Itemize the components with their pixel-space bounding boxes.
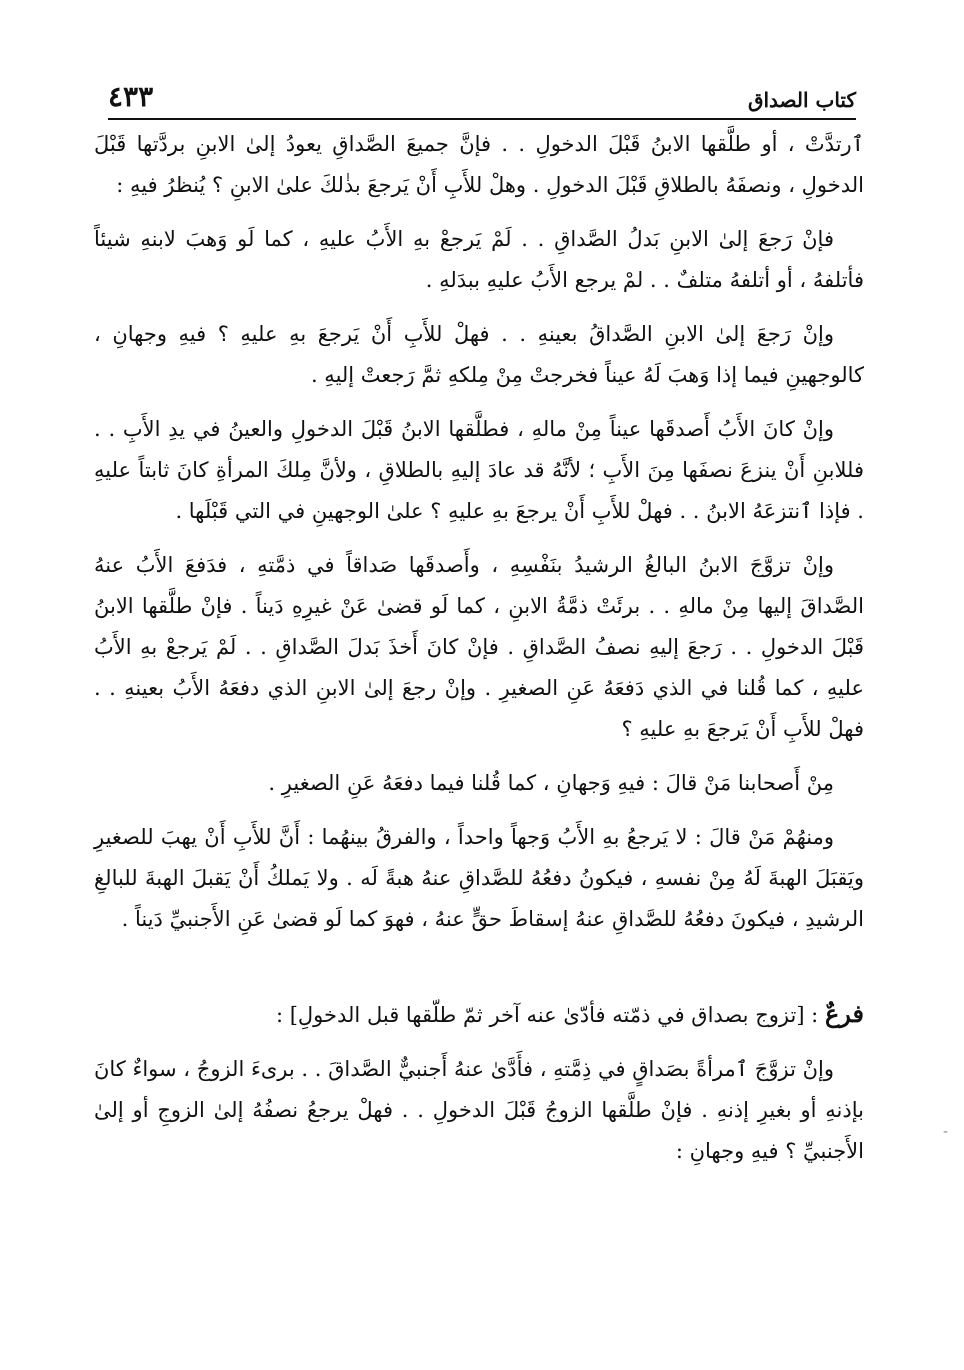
paragraph: وإنْ كانَ الأَبُ أَصدقَها عيناً مِنْ مالهِ ، فطلَّقها الابنُ قَبْلَ الدخولِ والعينُ في يدِ الأَبِ . . فللابنِ أَنْ ينزعَ نصفَها مِنَ الأَبِ ؛ لأنَّهُ قد عادَ إليهِ بالطلاقِ ، ولأنَّ مِلكَ المرأةِ كانَ ثابتاً عليهِ . فإذا ٱنتزعَهُ الابنُ . . فهلْ للأَبِ أَنْ يرجعَ بهِ عليهِ ؟ علىٰ الوجهينِ في التي قَبْلَها . bbox=[94, 417, 864, 523]
main-text bbox=[94, 124, 864, 1185]
paragraph: ومنهُمْ مَنْ قالَ : لا يَرجعُ بهِ الأَبُ وَجهاً واحداً ، والفرقُ بينهُما : أَنَّ للأَبِ أَنْ يهبَ للصغيرِ ويَقبَلَ الهبةَ لَهُ مِنْ نفسهِ ، فيكونُ دفعُهُ للصَّداقِ عنهُ هبةً لَه . ولا يَملكُ أَنْ يَقبلَ الهبةَ للبالغِ الرشيدِ ، فيكونَ دفعُهُ للصَّداقِ عنهُ إسقاطَ حقٍّ عنهُ ، فهوَ كما لَو قضىٰ عَنِ الأَجنبيِّ دَيناً . bbox=[94, 825, 864, 931]
section-gap bbox=[94, 953, 864, 993]
header-rule bbox=[108, 118, 856, 120]
branch-heading bbox=[94, 993, 864, 1036]
paragraph: مِنْ أَصحابنا مَنْ قالَ : فيهِ وَجهانِ ، كما قُلنا فيما دفعَهُ عَنِ الصغيرِ . bbox=[268, 771, 834, 795]
paragraph: ٱرتدَّتْ ، أو طلَّقها الابنُ قَبْلَ الدخولِ . . فإنَّ جميعَ الصَّداقِ يعودُ إلىٰ الابنِ بردَّتها قَبْلَ الدخولِ ، ونصفَهُ بالطلاقِ قَبْلَ الدخولِ . وهلْ للأَبِ أَنْ يَرجعَ بذٰلكَ علىٰ الابنِ ؟ يُنظرُ فيهِ : bbox=[94, 132, 864, 197]
paragraph: فإنْ رَجعَ إلىٰ الابنِ بَدلُ الصَّداقِ . . لَمْ يَرجعْ بهِ الأَبُ عليهِ ، كما لَو وَهبَ لابنهِ شيئاً فأتلفهُ ، أو أتلفهُ متلفٌ . . لمْ يرجع الأَبُ عليهِ ببدَلهِ . bbox=[94, 227, 864, 292]
paragraph: وإنْ رَجعَ إلىٰ الابنِ الصَّداقُ بعينهِ . . فهلْ للأَبِ أَنْ يَرجعَ بهِ عليهِ ؟ فيهِ وجهانِ ، كالوجهينِ فيما إذا وَهبَ لَهُ عيناً فخرجتْ مِنْ مِلكهِ ثمَّ رَجعتْ إليهِ . bbox=[94, 322, 864, 387]
paragraph: وإنْ تزوَّجَ ٱمرأةً بصَداقٍ في ذِمَّتهِ ، فأَدَّىٰ عنهُ أَجنبيٌّ الصَّداقَ . . برىءَ الزوجُ ، سواءٌ كانَ بإذنهِ أو بغيرِ إذنهِ . فإنْ طلَّقها الزوجُ قَبْلَ الدخولِ . . فهلْ يرجعُ نصفُهُ إلىٰ الزوجِ أو إلىٰ الأَجنبيِّ ؟ فيهِ وجهانِ : bbox=[93, 1057, 864, 1163]
paragraph: وإنْ تزوَّجَ الابنُ البالغُ الرشيدُ بنَفْسِهِ ، وأَصدقَها صَداقاً في ذمَّتهِ ، فدَفعَ الأَبُ عنهُ الصَّداقَ إليها مِنْ مالهِ . . برئَتْ ذمَّةُ الابنِ ، كما لَو قضىٰ عَنْ غيرِهِ دَيناً . فإنْ طلَّقها الابنُ قَبْلَ الدخولِ . . رَجعَ إليهِ نصفُ الصَّداقِ . فإنْ كانَ أَخذَ بَدلَ الصَّداقِ . . لَمْ يَرجعْ بهِ الأَبُ عليهِ ، كما قُلنا في الذي دَفعَهُ عَنِ الصغيرِ . وإنْ رجعَ إلىٰ الابنِ الذي دفعَهُ الأَبُ بعينهِ . . فهلْ للأَبِ أَنْ يَرجعَ بهِ عليهِ ؟ bbox=[94, 553, 864, 741]
branch-label: فرعٌ bbox=[824, 999, 864, 1028]
page-header bbox=[108, 82, 856, 116]
page-number: ٤٣٣ bbox=[108, 80, 154, 113]
margin-mark: - bbox=[942, 1124, 948, 1140]
running-title: كتاب الصداق bbox=[747, 88, 856, 112]
branch-title: : [تزوج بصداق في ذمّته فأدّىٰ عنه آخر ثمّ طلّقها قبل الدخولِ] : bbox=[275, 1003, 819, 1027]
